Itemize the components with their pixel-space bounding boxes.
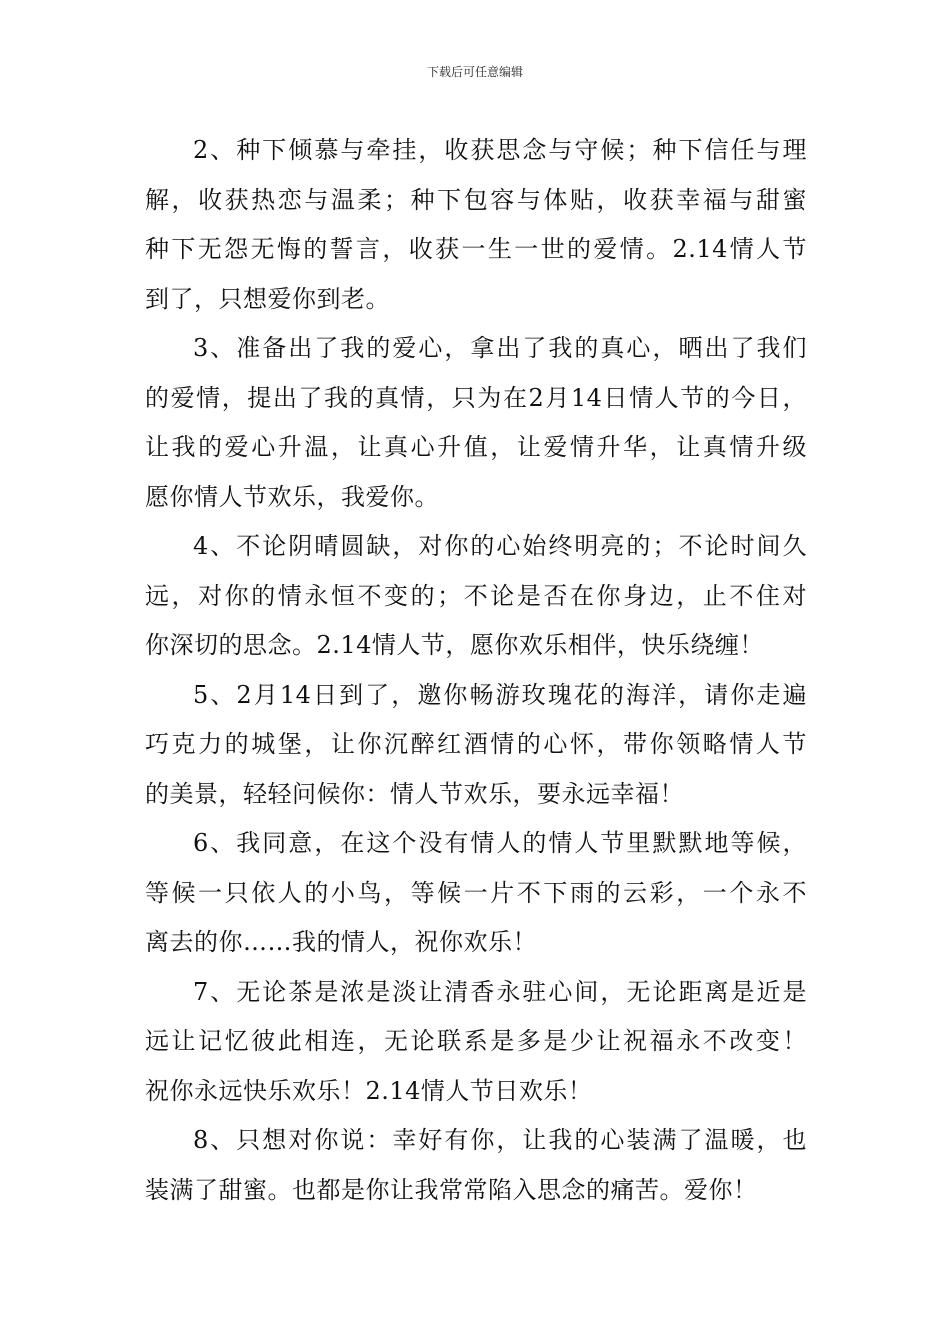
paragraph-4: [145, 522, 807, 671]
text-line: 4、不论阴晴圆缺，对你的心始终明亮的；不论时间久: [193, 532, 807, 560]
text-line: 7、无论茶是浓是淡让清香永驻心间，无论距离是近是: [193, 977, 807, 1006]
text-line: 巧克力的城堡，让你沉醉红酒情的心怀，带你领略情人节: [145, 730, 807, 758]
text-line: 祝你永远快乐欢乐！2.14情人节日欢乐！: [145, 1076, 593, 1105]
text-line: 5、2月14日到了，邀你畅游玫瑰花的海洋，请你走遍: [193, 680, 807, 709]
paragraph-3: [145, 324, 807, 522]
text-line: 种下无怨无悔的誓言，收获一生一世的爱情。2.14情人节: [145, 235, 807, 263]
document-body: [145, 126, 807, 1215]
text-line: 等候一只依人的小鸟，等候一片不下雨的云彩，一个永不: [145, 878, 807, 907]
text-line: 3、准备出了我的爱心，拿出了我的真心，晒出了我们: [193, 334, 807, 362]
paragraph-5: [145, 671, 807, 820]
paragraph-7: [145, 968, 807, 1117]
page-header: 下载后可任意编辑: [426, 65, 523, 79]
text-line: 6、我同意，在这个没有情人的情人节里默默地等候，: [193, 829, 807, 857]
text-line: 你深切的思念。2.14情人节，愿你欢乐相伴，快乐绕缠！: [145, 631, 764, 659]
paragraph-8: [145, 1116, 807, 1215]
paragraph-2: [145, 126, 807, 324]
text-line: 离去的你……我的情人，祝你欢乐！: [145, 928, 537, 956]
text-line: 2、种下倾慕与牵挂，收获思念与守候；种下信任与理: [193, 136, 807, 164]
text-line: 愿你情人节欢乐，我爱你。: [145, 482, 439, 511]
text-line: 的爱情，提出了我的真情，只为在2月14日情人节的今日，: [145, 383, 807, 412]
text-line: 到了，只想爱你到老。: [145, 284, 390, 313]
text-line: 远，对你的情永恒不变的；不论是否在你身边，止不住对: [145, 581, 807, 610]
paragraph-6: [145, 819, 807, 968]
text-line: 8、只想对你说：幸好有你，让我的心装满了温暖，也: [193, 1126, 807, 1154]
text-line: 让我的爱心升温，让真心升值，让爱情升华，让真情升级: [145, 433, 807, 461]
text-line: 解，收获热恋与温柔；种下包容与体贴，收获幸福与甜蜜: [145, 185, 807, 214]
text-line: 的美景，轻轻问候你：情人节欢乐，要永远幸福！: [145, 779, 684, 808]
text-line: 装满了甜蜜。也都是你让我常常陷入思念的痛苦。爱你！: [145, 1175, 758, 1204]
text-line: 远让记忆彼此相连，无论联系是多是少让祝福永不改变！: [145, 1027, 807, 1055]
